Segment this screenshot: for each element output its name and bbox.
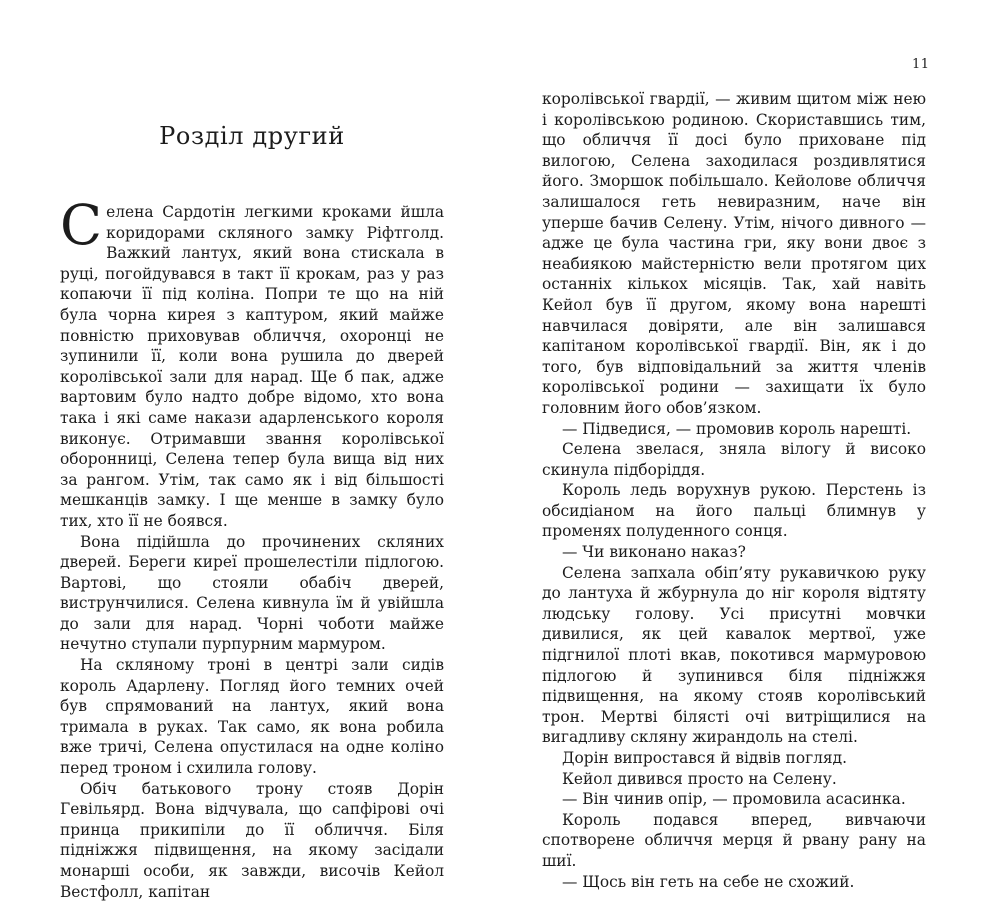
drop-cap: С [60,193,103,257]
paragraph-2: Вона підійшла до прочинених скляних дверей. Береги киреї прошелестіли підлогою. Вартові, що стояли обабіч дверей, виструнчилися. Селена кивнула їм й увійшла до зали для нарад. Чорні чоботи майже нечутно ступали пурпурним мармуром. [60,532,444,654]
right-page-text [542,89,926,892]
dialogue-line: — Підведися, — промовив король нарешті. [562,419,912,438]
paragraph-continued: королівської гвардії, — живим щитом між нею і королівською родиною. Скориставшись тим, що обличчя її досі було приховане під вилогою, Селена заходилася роздивлятися його. Зморшок побільшало. Кейолове обличчя залишалося геть невиразним, наче він уперше бачив Селену. Утім, нічого дивного — адже це була частина гри, яку вони двоє з неабиякою майстерністю вели протягом цих останніх кількох місяців. Так, хай навіть Кейол був її другом, якому вона нарешті навчилася довіряти, але він залишався капітаном королівської гвардії. Він, як і до того, був відповідальний за життя членів королівської родини — захищати їх було головним його обов’язком. [542,90,926,417]
paragraph: Селена звелася, зняла вілогу й високо скинула підборіддя. [542,440,926,479]
dialogue-line: — Чи виконано наказ? [562,543,746,562]
paragraph: Король подався вперед, вивчаючи спотворене обличчя мерця й рвану рану на шиї. [542,810,926,870]
dialogue-line: — Щось він геть на себе не схожий. [562,872,855,891]
paragraph: Король ледь ворухнув рукою. Перстень із обсидіаном на його пальці блимнув у променях полуденного сонця. [542,481,926,541]
paragraph: Дорін випростався й відвів погляд. [562,749,847,767]
paragraph-1 [60,193,444,532]
paragraph-3: На скляному троні в центрі зали сидів король Адарлену. Погляд його темних очей був спрямований на лантух, який вона тримала в руках. Так само, як вона робила вже тричі, Селена опустилася на одне коліно перед троном і схилила голову. [60,656,444,778]
paragraph-1-text: елена Сардотін легкими кроками йшла коридорами скляного замку Ріфтголд. Важкий лантух, який вона стискала в руці, погойдувався в такт її крокам, раз у раз копаючи її під коліна. Попри те що на ній була чорна кирея з каптуром, який майже повністю приховував обличчя, охоронці не зупинили її, коли вона рушила до дверей королівської зали для нарад. Ще б пак, адже вартовим було надто добре відомо, хто вона така і які саме накази адарленського короля виконує. Отримавши звання королівської оборонниці, Селена тепер була вища від них за рангом. Утім, так само як і від більшості мешканців замку. І ще менше в замку було тих, хто її не боявся. [60,203,444,530]
page-number: 11 [912,57,930,72]
paragraph: Кейол дивився просто на Селену. [562,769,837,788]
left-page-text [60,193,444,902]
paragraph-4: Обіч батькового трону стояв Дорін Гевільярд. Вона відчувала, що сапфірові очі принца прикипіли до її обличчя. Біля підніжжя підвищення, на якому засідали монарші особи, як завжди, височів Кейол Вестфолл, капітан [60,779,444,901]
paragraph: Селена запхала обіп’яту рукавичкою руку до лантуха й жбурнула до ніг короля відтяту людську голову. Усі присутні мовчки дивилися, як цей кавалок мертвої, уже підгнилої плоті вкав, покотився мармуровою підлогою й зупинився біля підніжжя підвищення, на якому стояв королівський трон. Мертві білясті очі витріщилися на вигадливу скляну жирандоль на стелі. [542,563,926,747]
chapter-title: Розділ другий [159,122,345,151]
dialogue-line: — Він чинив опір, — промовила асасинка. [562,790,906,809]
